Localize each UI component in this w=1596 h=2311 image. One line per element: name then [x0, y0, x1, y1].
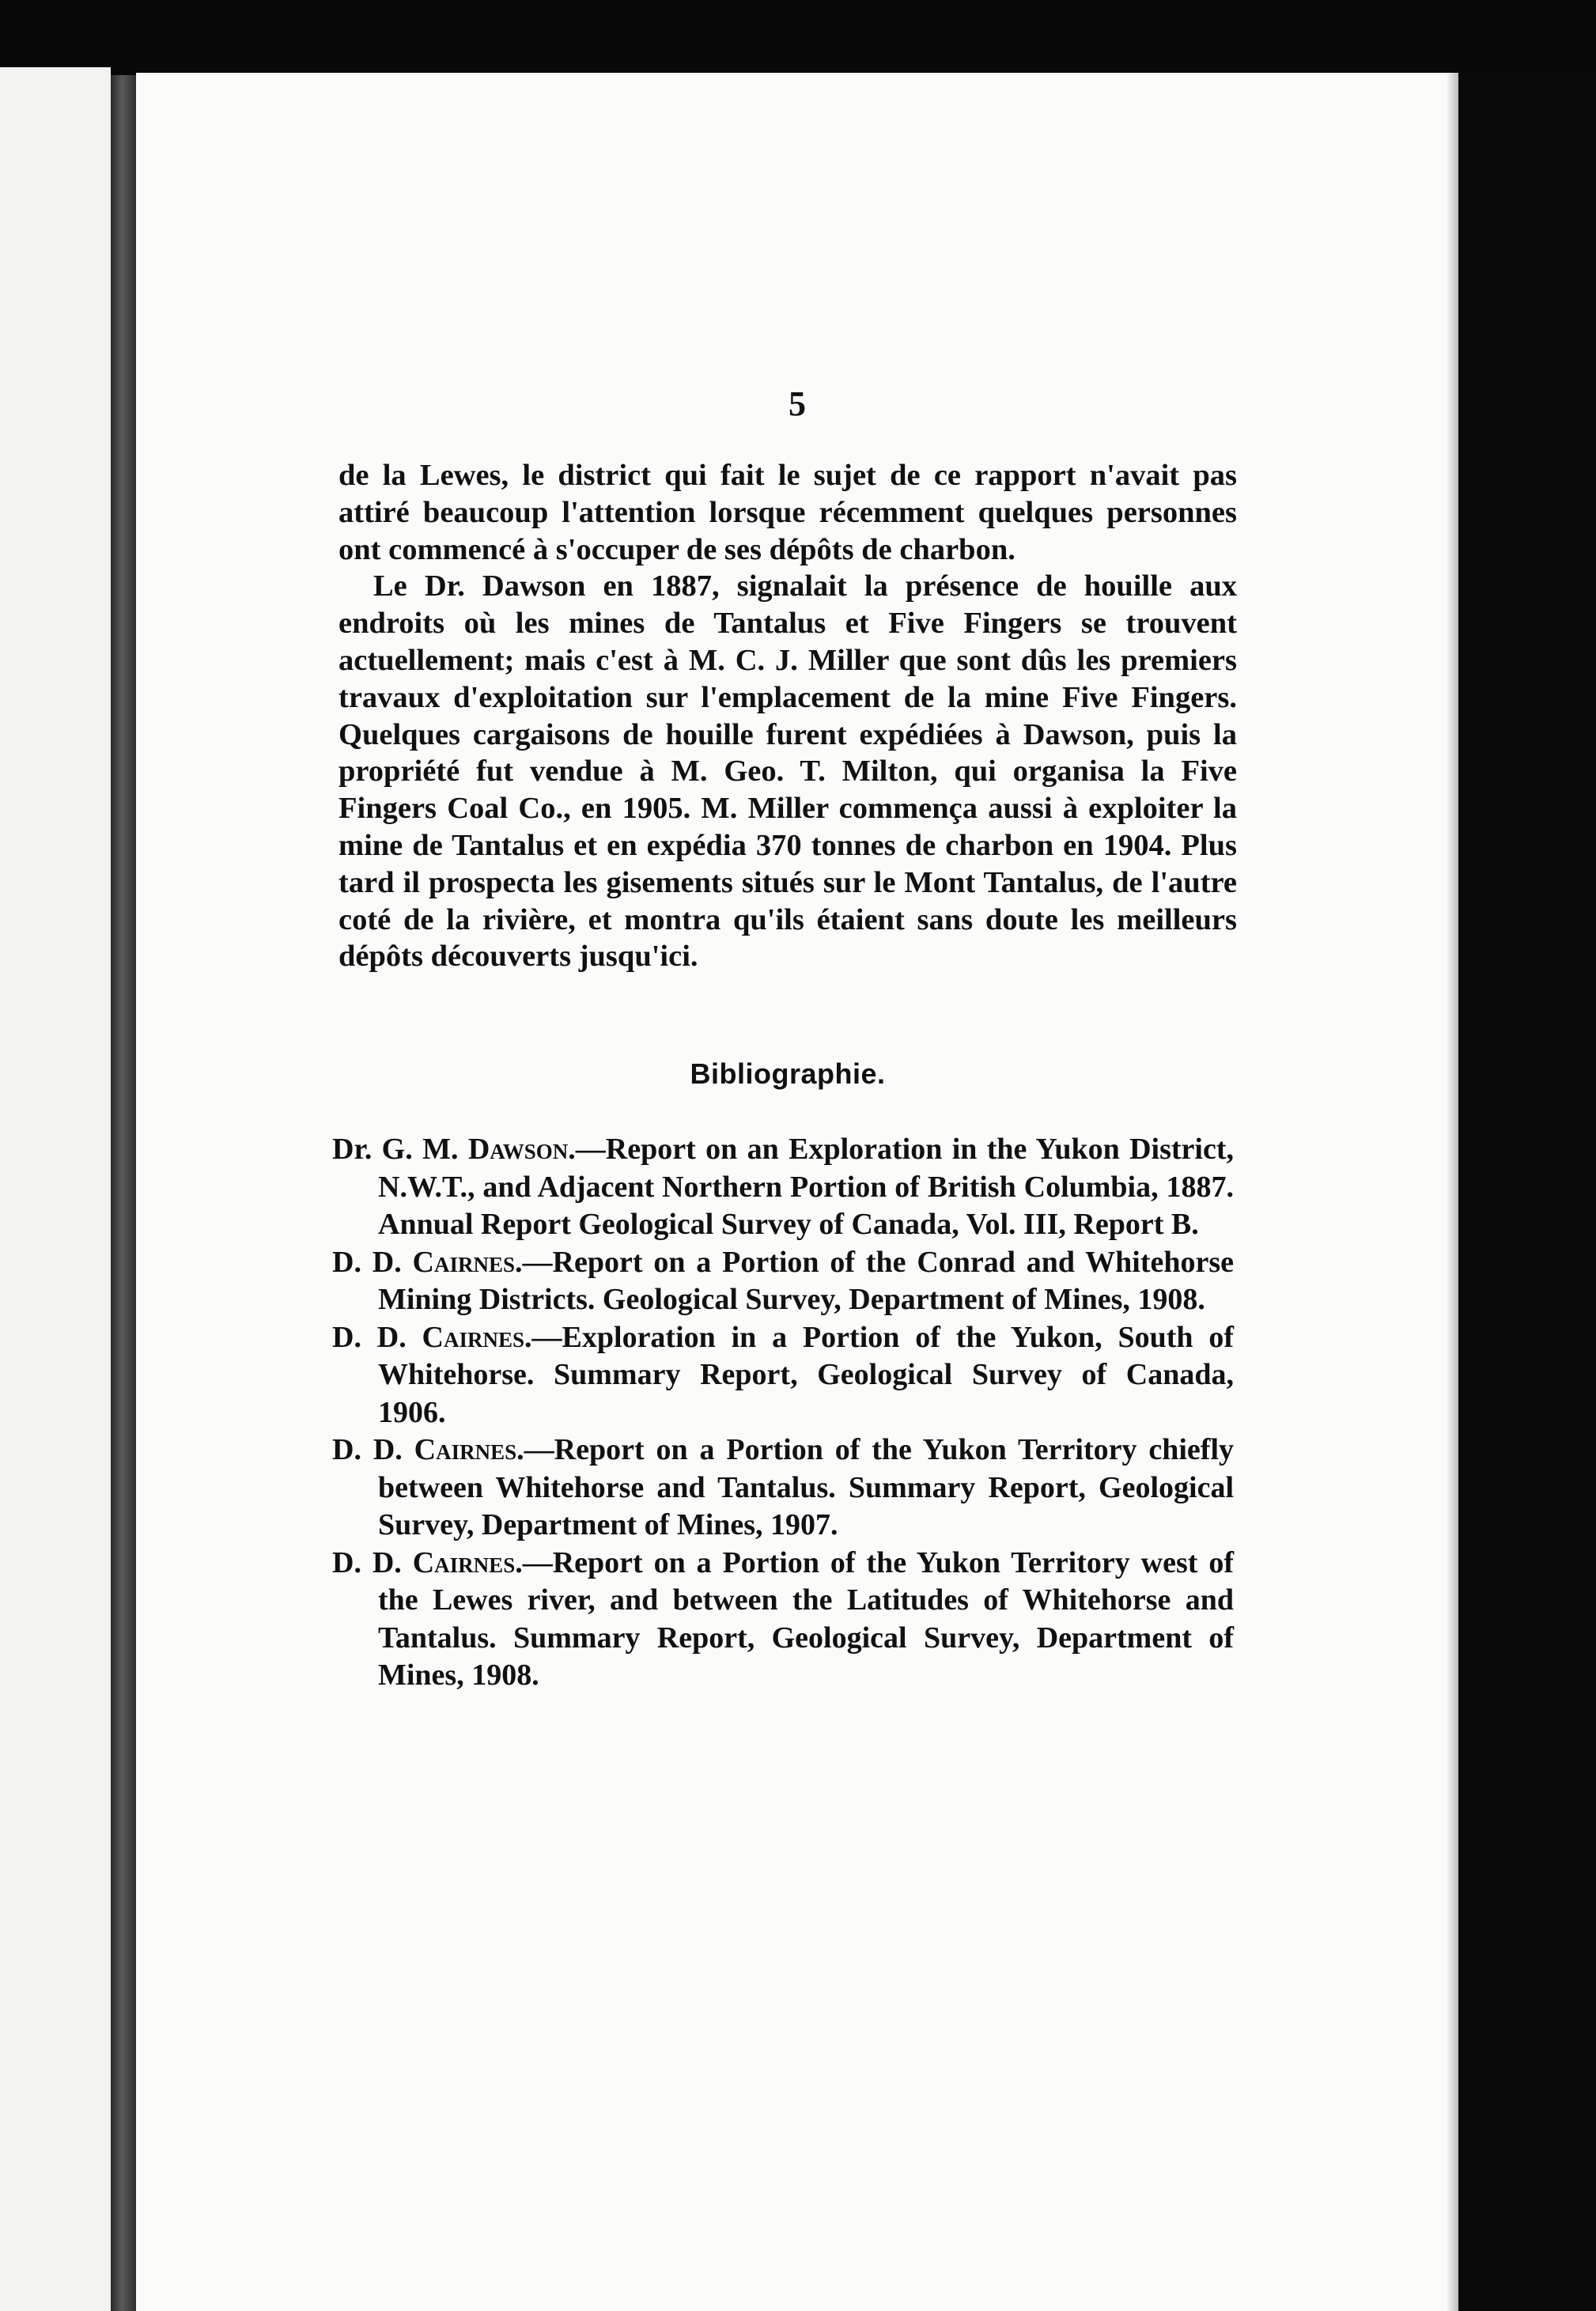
entry-author: Cairnes: [412, 1245, 516, 1279]
entry-text: .—Report on a Portion of the Conrad and Whitehorse Mining Districts. Geological Survey, Department of Mines, 1908.: [378, 1245, 1234, 1316]
entry-initials: D. D.: [332, 1433, 414, 1466]
entry-author: Cairnes: [414, 1433, 517, 1466]
entry-initials: D. D.: [332, 1320, 422, 1354]
bibliography-list: [332, 1131, 1234, 1695]
bibliography-heading: Bibliographie.: [690, 1057, 886, 1090]
entry-author: Dawson: [467, 1133, 569, 1166]
entry-author: Cairnes: [422, 1320, 525, 1354]
bibliography-entry: [332, 1545, 1234, 1695]
entry-initials: D. D.: [332, 1545, 413, 1579]
book-binding-edge: [111, 75, 136, 2311]
entry-text: .—Exploration in a Portion of the Yukon, South of Whitehorse. Summary Report, Geological Survey of Canada, 1906.: [378, 1320, 1234, 1429]
scan-left-margin: [0, 67, 111, 2311]
entry-initials: Dr. G. M.: [332, 1133, 468, 1166]
bibliography-entry: [332, 1319, 1234, 1432]
paragraph-2: Le Dr. Dawson en 1887, signalait la présence de houille aux endroits où les mines de Tantalus et Five Fingers se trouvent actuellement; mais c'est à M. C. J. Miller que sont dûs les premiers travaux d'exploitation sur l'emplacement de la mine Five Fingers. Quelques cargaisons de houille furent expédiées à Dawson, puis la propriété fut vendue à M. Geo. T. Milton, qui organisa la Five Fingers Coal Co., en 1905. M. Miller commença aussi à exploiter la mine de Tantalus et en expédia 370 tonnes de charbon en 1904. Plus tard il prospecta les gisements situés sur le Mont Tantalus, de l'autre coté de la rivière, et montra qu'ils étaient sans doute les meilleurs dépôts découverts jusqu'ici.: [338, 569, 1237, 974]
entry-text: .—Report on a Portion of the Yukon Territory chiefly between Whitehorse and Tantalus. Summary Report, Geological Survey, Department of Mines, 1907.: [378, 1433, 1235, 1541]
paragraph-1: de la Lewes, le district qui fait le sujet de ce rapport n'avait pas attiré beaucoup l'attention lorsque récemment quelques personnes ont commencé à s'occuper de ses dépôts de charbon.: [338, 459, 1237, 566]
scan-right-border: [1458, 73, 1596, 2311]
entry-text: .—Report on an Exploration in the Yukon District, N.W.T., and Adjacent Northern Portion of British Columbia, 1887. Annual Report Geological Survey of Canada, Vol. III, Report B.: [378, 1133, 1234, 1241]
page-edge-shadow: [1447, 73, 1458, 2311]
entry-author: Cairnes: [412, 1545, 516, 1579]
body-text: [338, 457, 1237, 975]
entry-initials: D. D.: [332, 1245, 413, 1279]
bibliography-entry: [332, 1244, 1234, 1319]
entry-text: .—Report on a Portion of the Yukon Territory west of the Lewes river, and between the Latitudes of Whitehorse and Tantalus. Summary Report, Geological Survey, Department of Mines, 1908.: [378, 1545, 1235, 1692]
bibliography-entry: [332, 1432, 1234, 1545]
bibliography-entry: [332, 1131, 1234, 1244]
page-number: 5: [789, 384, 806, 423]
